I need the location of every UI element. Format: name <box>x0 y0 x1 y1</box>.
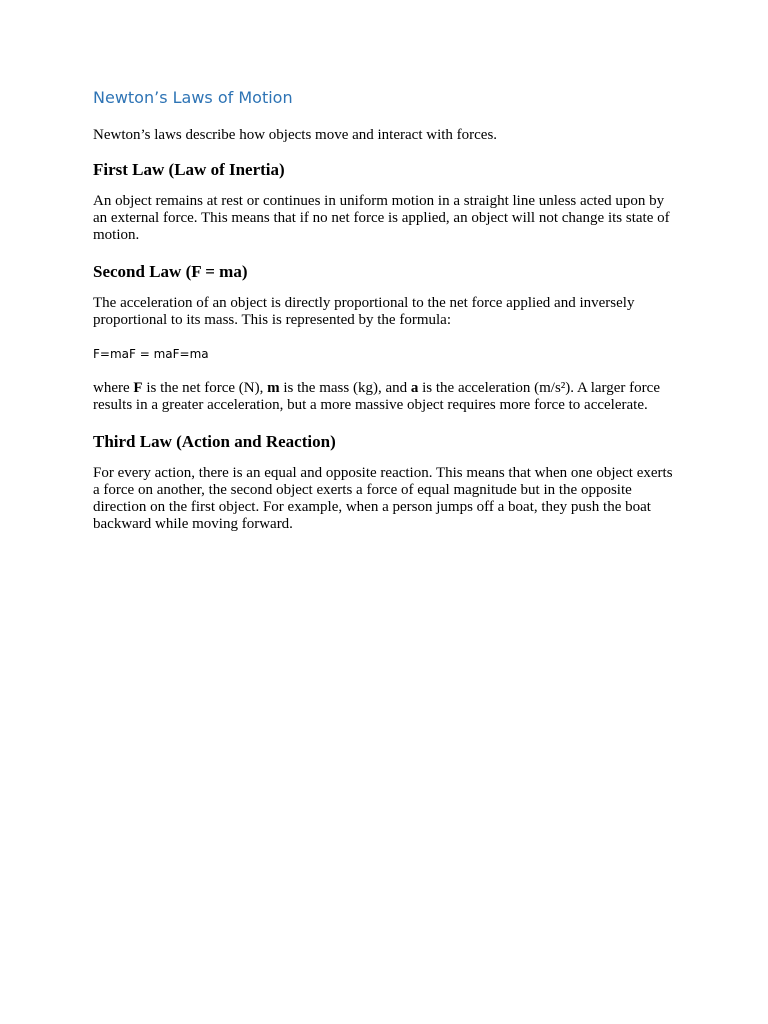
symbol-force: F <box>133 380 143 396</box>
explanation-text-4: is the acceleration (m/s²). A larger force results in a greater acceleration, but a more massive object requires more force to accelerate. <box>93 380 660 413</box>
explanation-text-3: is the mass (kg), and <box>279 380 411 396</box>
intro-paragraph: Newton’s laws describe how objects move and interact with forces. <box>93 127 498 143</box>
first-law-body: An object remains at rest or continues in uniform motion in a straight line unless acted upon by an external force. This means that if no net force is applied, an object will not change its state of motion. <box>93 193 670 243</box>
document-title: Newton’s Laws of Motion <box>93 88 293 107</box>
third-law-heading: Third Law (Action and Reaction) <box>93 432 336 451</box>
explanation-text-2: is the net force (N), <box>142 380 268 396</box>
symbol-mass: m <box>267 380 280 396</box>
second-law-explanation <box>93 380 678 414</box>
document-page <box>93 86 678 550</box>
first-law-heading: First Law (Law of Inertia) <box>93 160 285 179</box>
second-law-body: The acceleration of an object is directly proportional to the net force applied and inversely proportional to its mass. This is represented by the formula: <box>93 295 635 328</box>
explanation-text-1: where <box>93 380 134 396</box>
third-law-body: For every action, there is an equal and opposite reaction. This means that when one object exerts a force on another, the second object exerts a force of equal magnitude but in the opposite direction on the first object. For example, when a person jumps off a boat, they push the boat backward while moving forward. <box>93 465 673 532</box>
formula-line: F=maF = maF=ma <box>93 347 209 361</box>
symbol-acceleration: a <box>410 380 419 396</box>
second-law-heading: Second Law (F = ma) <box>93 262 248 281</box>
